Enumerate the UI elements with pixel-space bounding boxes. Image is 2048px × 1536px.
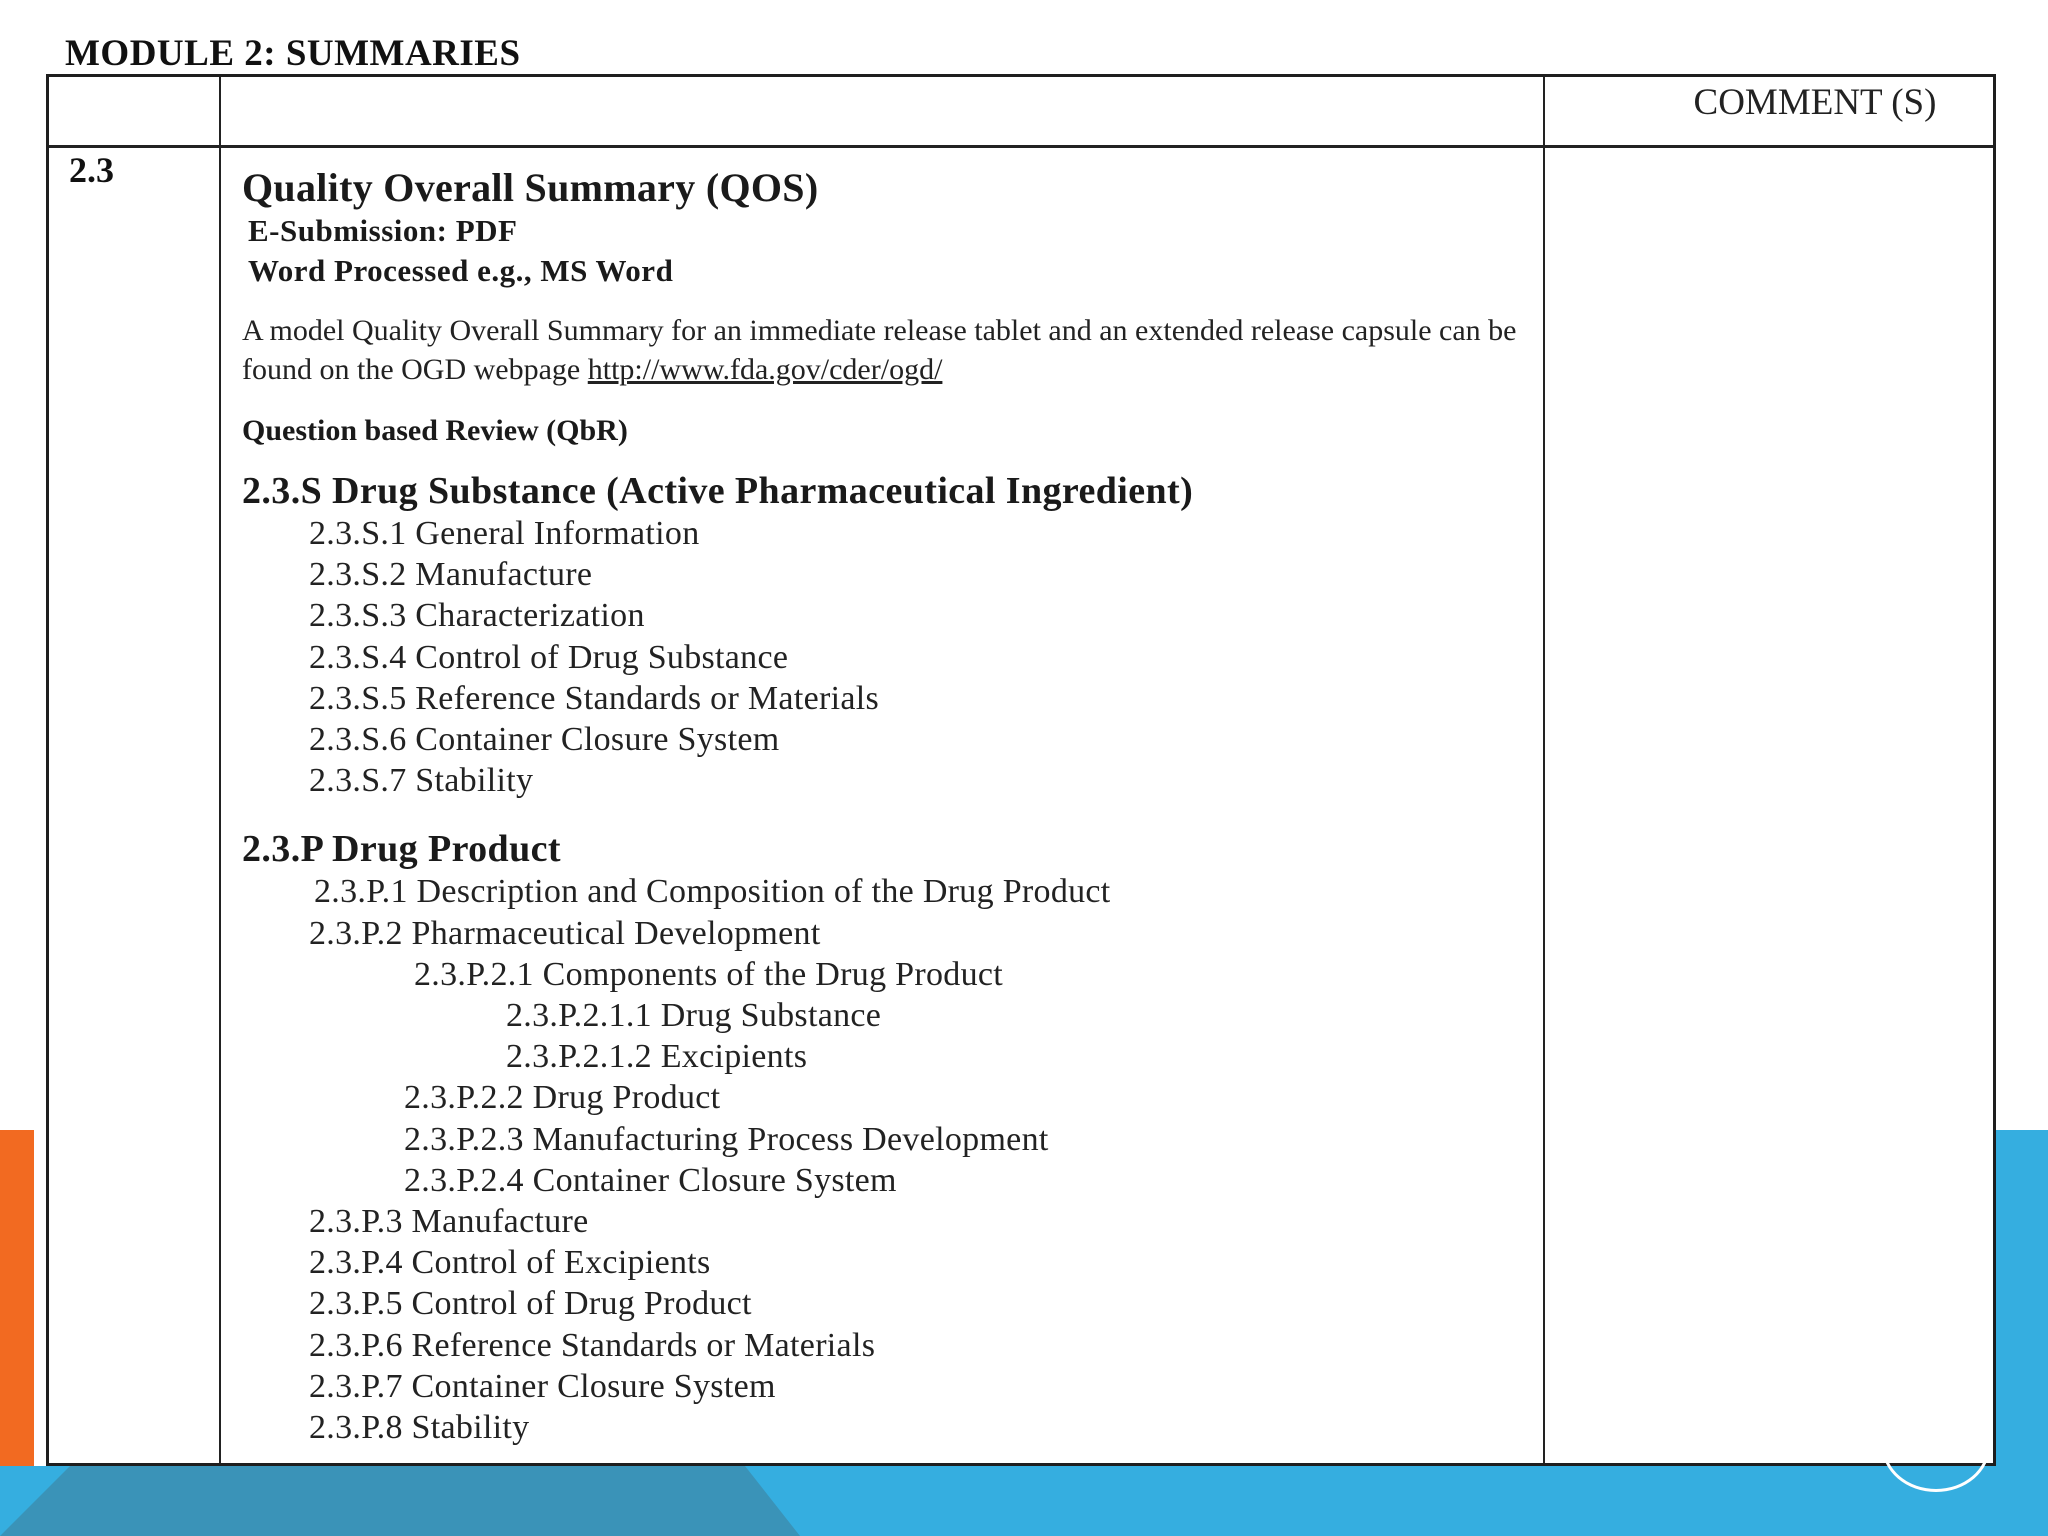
ogd-webpage-link[interactable]: http://www.fda.gov/cder/ogd/: [587, 353, 943, 386]
drug-product-item: 2.3.P.5 Control of Drug Product: [309, 1285, 752, 1323]
drug-product-subsubitem: 2.3.P.2.1.2 Excipients: [506, 1038, 808, 1076]
drug-substance-item: 2.3.S.2 Manufacture: [309, 556, 593, 594]
drug-substance-item: 2.3.S.1 General Information: [309, 515, 700, 552]
drug-product-item: 2.3.P.4 Control of Excipients: [309, 1244, 711, 1282]
drug-substance-item: 2.3.S.3 Characterization: [309, 597, 645, 635]
drug-product-subitem: 2.3.P.2.2 Drug Product: [404, 1079, 721, 1117]
description-text: A model Quality Overall Summary for an immediate release tablet and an extended release capsule can be found on the OGD webpage: [242, 314, 1517, 386]
drug-product-item: 2.3.P.3 Manufacture: [309, 1203, 589, 1241]
page-number-circle: [1882, 1400, 1990, 1492]
drug-product-item: 2.3.P.7 Container Closure System: [309, 1367, 776, 1405]
drug-product-subitem: 2.3.P.2.3 Manufacturing Process Development: [404, 1120, 1049, 1158]
drug-substance-item: 2.3.S.4 Control of Drug Substance: [309, 638, 789, 676]
drug-product-heading: 2.3.P Drug Product: [242, 828, 561, 871]
comment-column-header: COMMENT (S): [1693, 82, 1937, 123]
e-submission-line: E-Submission: PDF: [248, 213, 518, 248]
drug-product-item: 2.3.P.2 Pharmaceutical Development: [309, 914, 821, 952]
summary-table: [46, 74, 1996, 1466]
qbr-label: Question based Review (QbR): [242, 414, 628, 447]
drug-product-subitem: 2.3.P.2.1 Components of the Drug Product: [414, 955, 1004, 993]
drug-substance-item: 2.3.S.5 Reference Standards or Materials: [309, 679, 879, 717]
word-processed-line: Word Processed e.g., MS Word: [248, 253, 674, 288]
bottom-accent-shape: [0, 1466, 800, 1536]
drug-product-subitem: 2.3.P.2.4 Container Closure System: [404, 1161, 897, 1199]
drug-product-subsubitem: 2.3.P.2.1.1 Drug Substance: [506, 997, 882, 1035]
header-row-divider: [49, 145, 1993, 148]
drug-substance-item: 2.3.S.7 Stability: [309, 762, 534, 800]
drug-substance-heading: 2.3.S Drug Substance (Active Pharmaceutical Ingredient): [242, 470, 1194, 512]
drug-product-item: 2.3.P.6 Reference Standards or Materials: [309, 1326, 876, 1364]
section-number: 2.3: [69, 150, 114, 190]
qos-title: Quality Overall Summary (QOS): [242, 165, 819, 210]
drug-product-item: 2.3.P.8 Stability: [309, 1409, 530, 1447]
module-title: MODULE 2: SUMMARIES: [65, 33, 521, 74]
column-divider-1: [219, 77, 221, 1463]
description-paragraph: [242, 311, 1562, 389]
section-content: [242, 165, 1562, 1448]
drug-product-item: 2.3.P.1 Description and Composition of the Drug Product: [314, 873, 1111, 911]
drug-substance-item: 2.3.S.6 Container Closure System: [309, 721, 780, 759]
